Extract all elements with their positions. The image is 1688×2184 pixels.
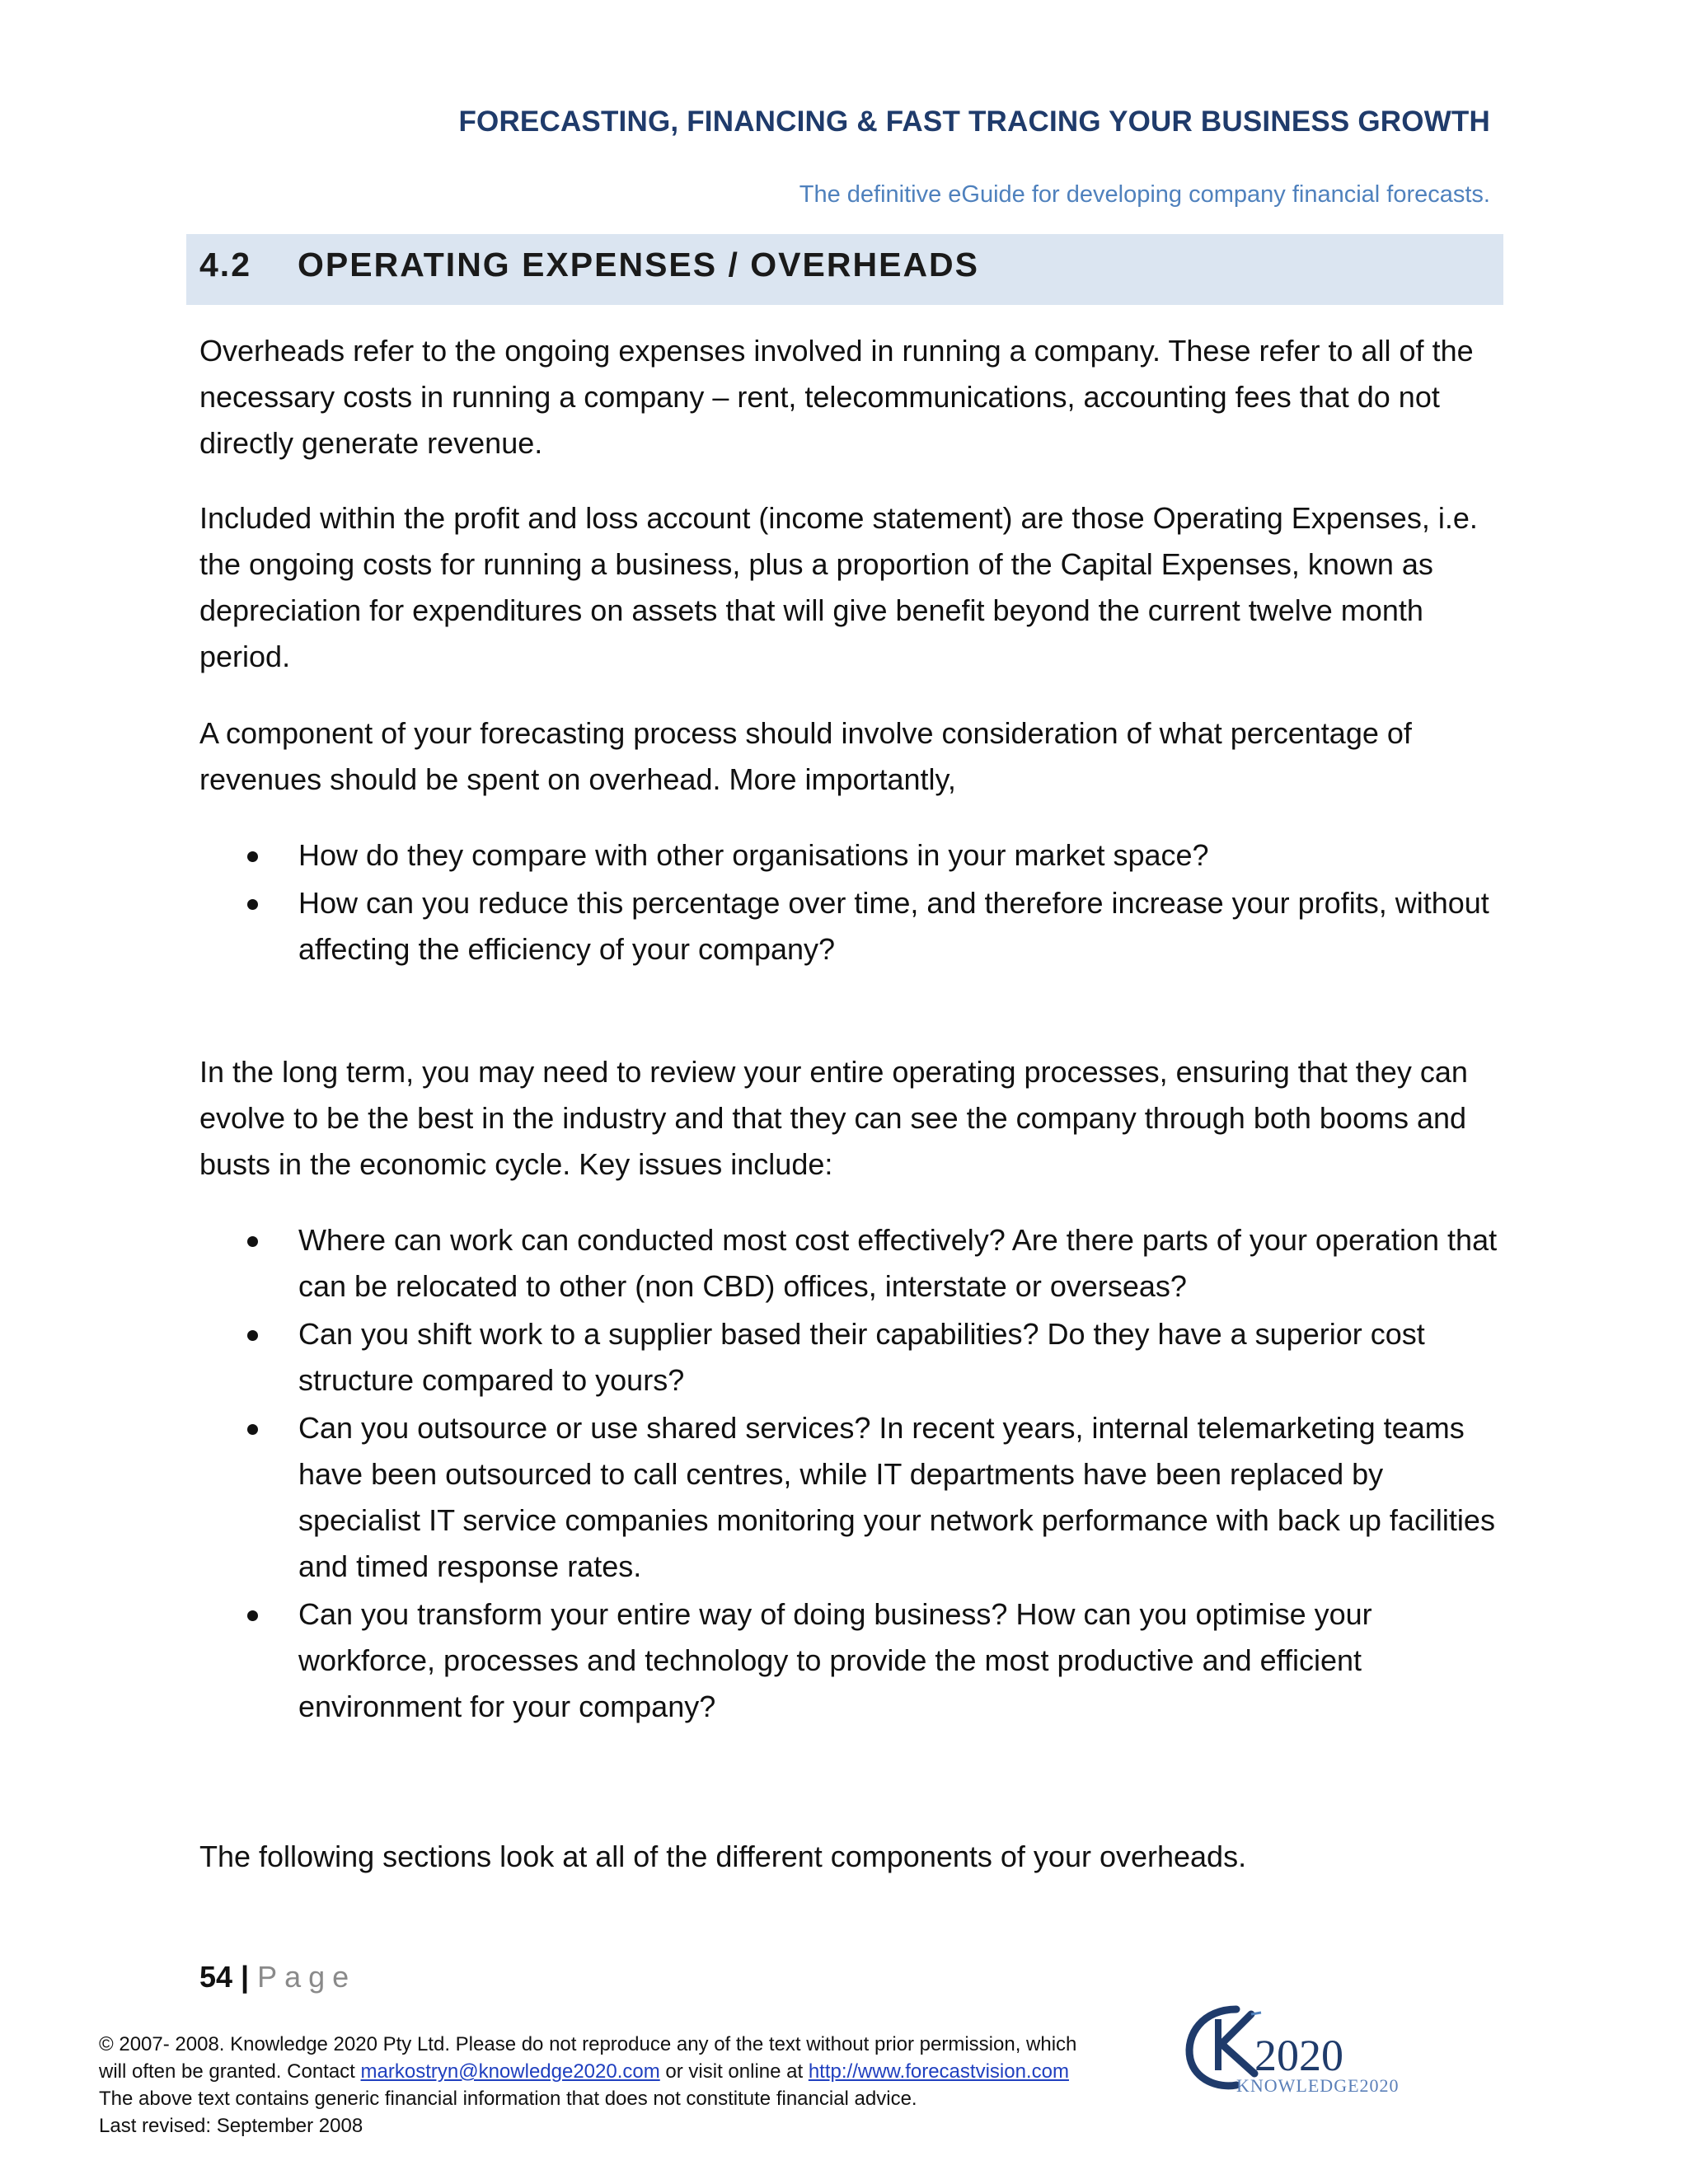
page-number: [199, 1960, 356, 1994]
logo-subtext: KNOWLEDGE2020: [1236, 2075, 1400, 2096]
bullet-item: [199, 1591, 1502, 1730]
paragraph: The following sections look at all of the different components of your overheads.: [199, 1840, 1247, 1873]
paragraph: Overheads refer to the ongoing expenses involved in running a company. These refer to all of the necessary costs in running a company – rent, telecommunications, accounting fees that do not directly generate revenue.: [199, 334, 1474, 460]
bullet-dot-icon: [247, 1424, 258, 1435]
bullet-text: Can you shift work to a supplier based their capabilities? Do they have a superior cost structure compared to yours?: [298, 1317, 1425, 1397]
section-number: 4.2: [199, 246, 251, 284]
email-link[interactable]: markostryn@knowledge2020.com: [360, 2060, 660, 2083]
bullet-dot-icon: [247, 1330, 258, 1341]
logo-wordmark: 2020: [1254, 2031, 1343, 2080]
website-link[interactable]: http://www.forecastvision.com: [808, 2060, 1069, 2083]
copyright-footer: [99, 2031, 1170, 2139]
logo-icon: [1179, 1994, 1426, 2102]
bullet-dot-icon: [247, 1610, 258, 1621]
footer-text: will often be granted. Contact: [99, 2060, 361, 2083]
footer-line: © 2007- 2008. Knowledge 2020 Pty Ltd. Please do not reproduce any of the text without prior permission, which: [99, 2033, 1077, 2055]
bullet-text: Can you transform your entire way of doing business? How can you optimise your workforce, processes and technology to provide the most productive and efficient environment for your company?: [298, 1597, 1372, 1723]
bullet-dot-icon: [247, 1236, 258, 1247]
footer-line: The above text contains generic financial information that does not constitute financial advice.: [99, 2088, 917, 2110]
bullet-text: How can you reduce this percentage over time, and therefore increase your profits, without affecting the efficiency of your company?: [298, 886, 1489, 966]
bullet-dot-icon: [247, 851, 258, 862]
page-number-separator: |: [241, 1960, 250, 1994]
page-number-value: 54: [199, 1960, 233, 1994]
bullet-item: [199, 1217, 1502, 1310]
bullet-item: [199, 832, 1502, 879]
running-header-title: FORECASTING, FINANCING & FAST TRACING YOUR BUSINESS GROWTH: [458, 105, 1490, 138]
footer-line: Last revised: September 2008: [99, 2115, 363, 2137]
bullet-dot-icon: [247, 899, 258, 910]
bullet-text: Can you outsource or use shared services? In recent years, internal telemarketing teams have been outsourced to call centres, while IT departments have been replaced by specialist IT service companies monitoring your network performance with back up facilities and timed response rates.: [298, 1411, 1495, 1583]
bullet-text: Where can work can conducted most cost effectively? Are there parts of your operation that can be relocated to other (non CBD) offices, interstate or overseas?: [298, 1223, 1498, 1303]
bullet-list: [199, 832, 1502, 974]
bullet-item: [199, 1405, 1502, 1590]
page-label: Page: [257, 1960, 357, 1994]
footer-line: [99, 2058, 1170, 2085]
bullet-text: How do they compare with other organisations in your market space?: [298, 838, 1209, 872]
bullet-item: [199, 1311, 1502, 1404]
section-heading: [186, 234, 1503, 305]
paragraph: In the long term, you may need to review your entire operating processes, ensuring that they can evolve to be the best in the industry and that they can see the company through both booms and busts in the economic cycle. Key issues include:: [199, 1055, 1468, 1181]
running-header-subtitle: The definitive eGuide for developing company financial forecasts.: [799, 181, 1490, 208]
section-title: OPERATING EXPENSES / OVERHEADS: [298, 246, 980, 284]
footer-text: or visit online at: [659, 2060, 809, 2083]
paragraph: Included within the profit and loss account (income statement) are those Operating Expenses, i.e. the ongoing costs for running a business, plus a proportion of the Capital Expenses, known as depreciation for expenditures on assets that will give benefit beyond the current twelve month period.: [199, 501, 1478, 673]
paragraph: A component of your forecasting process should involve consideration of what percentage of revenues should be spent on overhead. More importantly,: [199, 716, 1412, 796]
bullet-item: [199, 880, 1502, 972]
bullet-list: [199, 1217, 1502, 1732]
knowledge2020-logo: [1179, 1994, 1426, 2102]
